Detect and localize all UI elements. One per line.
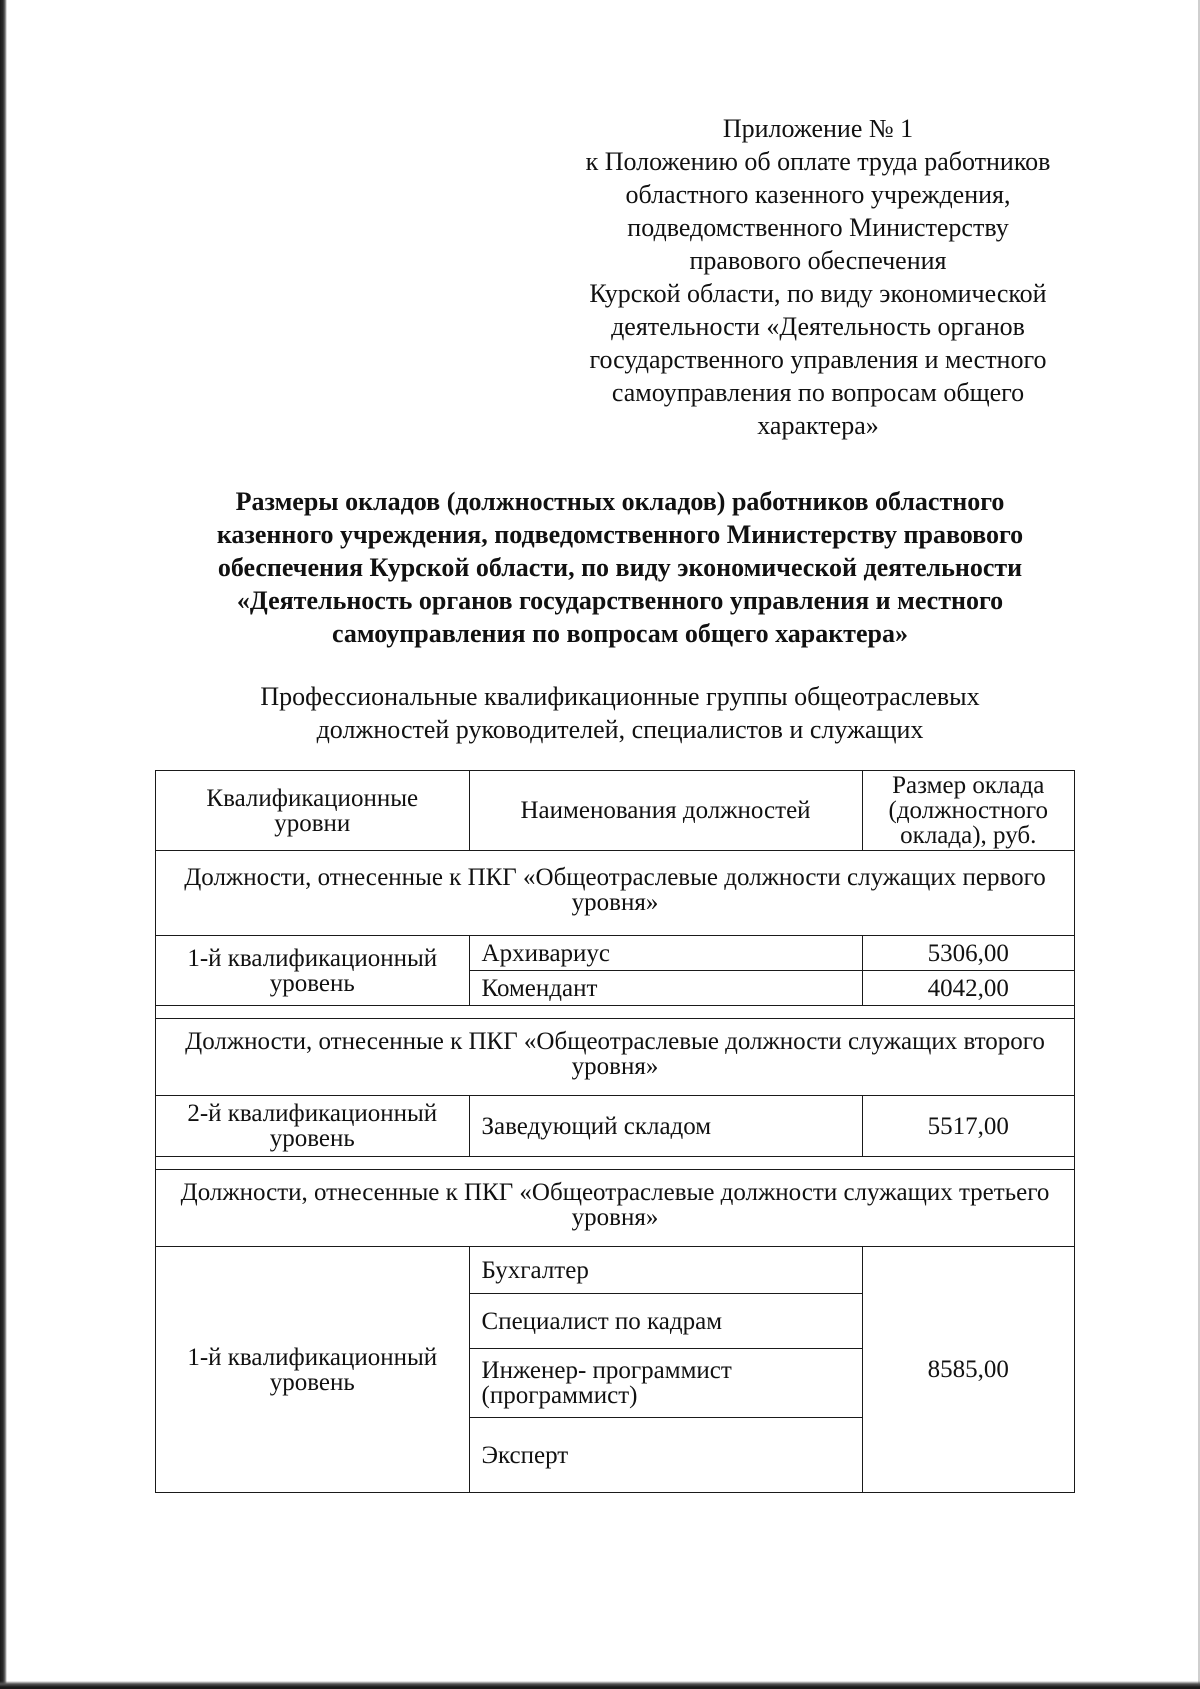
salary-table	[155, 770, 1075, 1493]
group-title-row	[156, 1019, 1075, 1096]
position-name: Эксперт	[469, 1418, 862, 1493]
appendix-header	[548, 112, 1088, 442]
title-line: казенного учреждения, подведомственного Министерству правового	[216, 520, 1024, 549]
document-subtitle	[170, 680, 1070, 746]
group-title: Должности, отнесенные к ПКГ «Общеотраслевые должности служащих третьего уровня»	[156, 1170, 1075, 1247]
position-name: Инженер- программист (программист)	[469, 1349, 862, 1418]
salary-value: 5517,00	[862, 1096, 1074, 1157]
scan-edge-left	[0, 0, 7, 1689]
position-name: Заведующий складом	[469, 1096, 862, 1157]
spacer-row	[156, 1006, 1075, 1019]
title-line: самоуправления по вопросам общего характера»	[332, 619, 908, 648]
spacer-cell	[156, 1157, 1075, 1170]
appendix-number: Приложение № 1	[722, 114, 914, 143]
position-name: Бухгалтер	[469, 1247, 862, 1294]
title-line: Размеры окладов (должностных окладов) работников областного	[235, 487, 1005, 516]
table-header-row	[156, 771, 1075, 851]
qualification-level: 1-й квалификационный уровень	[156, 1247, 470, 1493]
subtitle-line: Профессиональные квалификационные группы общеотраслевых	[260, 682, 980, 711]
position-name: Специалист по кадрам	[469, 1294, 862, 1349]
table-row	[156, 1096, 1075, 1157]
salary-value: 5306,00	[862, 936, 1074, 971]
group-title-row	[156, 1170, 1075, 1247]
position-name: Архивариус	[469, 936, 862, 971]
appendix-line: государственного управления и местного	[589, 345, 1047, 374]
qualification-level: 2-й квалификационный уровень	[156, 1096, 470, 1157]
appendix-line: Курской области, по виду экономической	[589, 279, 1047, 308]
appendix-line: деятельности «Деятельность органов	[611, 312, 1025, 341]
subtitle-line: должностей руководителей, специалистов и служащих	[316, 715, 924, 744]
position-name: Комендант	[469, 971, 862, 1006]
header-level: Квалификационные уровни	[156, 771, 470, 851]
scan-edge-bottom	[0, 1681, 1200, 1689]
qualification-level: 1-й квалификационный уровень	[156, 936, 470, 1006]
title-line: обеспечения Курской области, по виду экономической деятельности	[217, 553, 1023, 582]
salary-value: 8585,00	[862, 1247, 1074, 1493]
group-title: Должности, отнесенные к ПКГ «Общеотраслевые должности служащих первого уровня»	[156, 851, 1075, 936]
header-position: Наименования должностей	[469, 771, 862, 851]
spacer-cell	[156, 1006, 1075, 1019]
group-title: Должности, отнесенные к ПКГ «Общеотраслевые должности служащих второго уровня»	[156, 1019, 1075, 1096]
appendix-line: к Положению об оплате труда работников	[585, 147, 1051, 176]
appendix-line: подведомственного Министерству	[627, 213, 1009, 242]
appendix-line: областного казенного учреждения,	[625, 180, 1011, 209]
document-title	[170, 485, 1070, 650]
group-title-row	[156, 851, 1075, 936]
appendix-line: правового обеспечения	[689, 246, 947, 275]
header-salary: Размер оклада (должностного оклада), руб.	[862, 771, 1074, 851]
appendix-line: характера»	[757, 411, 879, 440]
spacer-row	[156, 1157, 1075, 1170]
table-row	[156, 936, 1075, 971]
salary-value: 4042,00	[862, 971, 1074, 1006]
title-line: «Деятельность органов государственного управления и местного	[236, 586, 1004, 615]
appendix-line: самоуправления по вопросам общего	[611, 378, 1025, 407]
table-row	[156, 1247, 1075, 1294]
